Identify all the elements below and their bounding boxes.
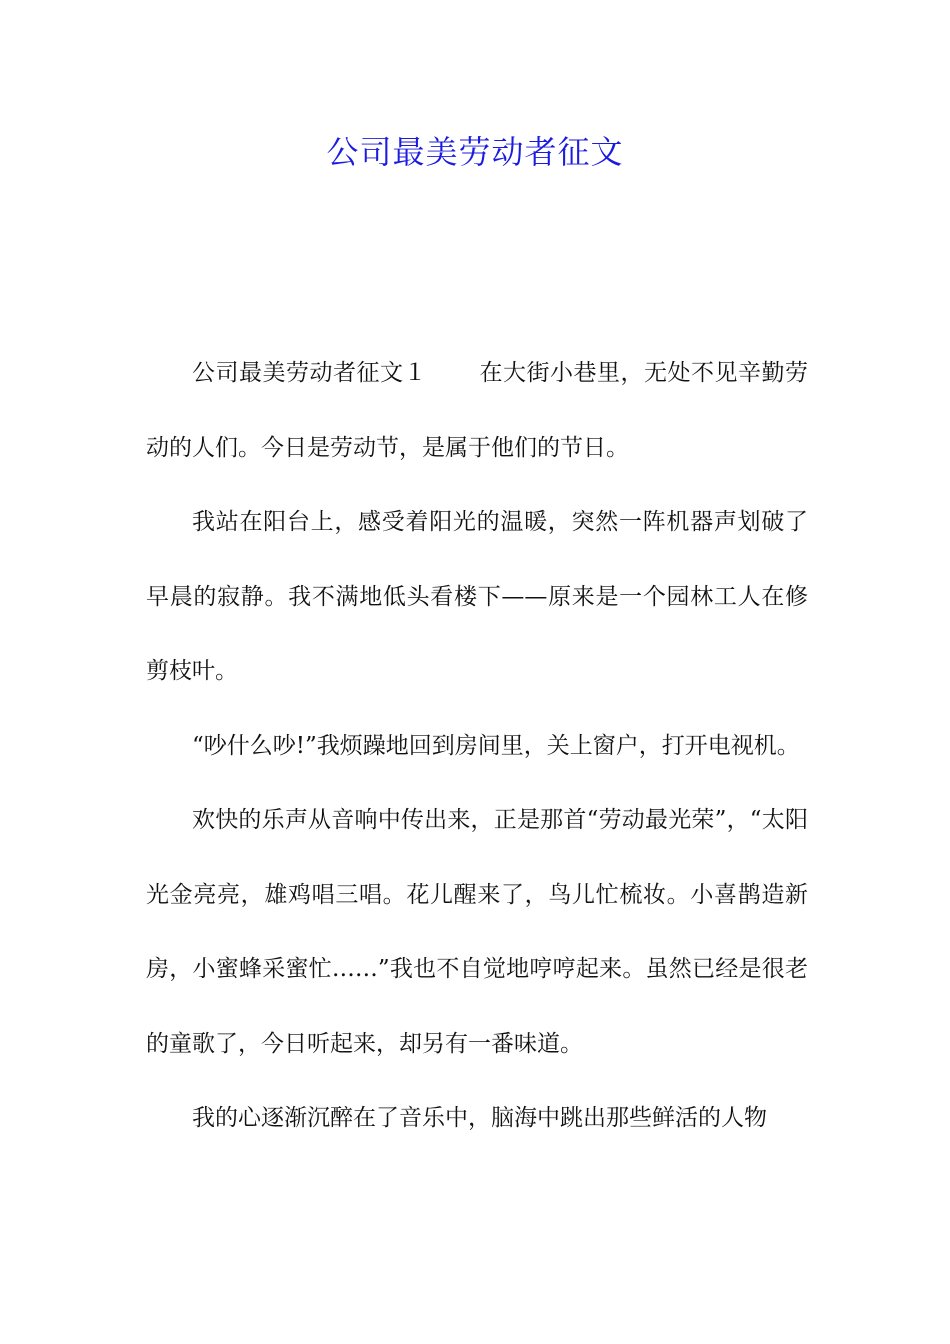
paragraph-2: 我站在阳台上，感受着阳光的温暖，突然一阵机器声划破了早晨的寂静。我不满地低头看楼下——原来是一个园林工人在修剪枝叶。: [146, 509, 808, 684]
inline-heading: 公司最美劳动者征文１: [192, 360, 427, 386]
document-body: [146, 336, 808, 1156]
paragraph-4: 欢快的乐声从音响中传出来，正是那首“劳动最光荣”，“太阳光金亮亮，雄鸡唱三唱。花儿醒来了，鸟儿忙梳妆。小喜鹊造新房，小蜜蜂采蜜忙……”我也不自觉地哼哼起来。虽然已经是很老的童歌了，今日听起来，却另有一番味道。: [146, 807, 808, 1057]
paragraph-3: “吵什么吵!”我烦躁地回到房间里，关上窗户，打开电视机。: [192, 732, 800, 759]
paragraph-5: 我的心逐渐沉醉在了音乐中，脑海中跳出那些鲜活的人物: [192, 1105, 767, 1131]
document-title: 公司最美劳动者征文: [326, 133, 624, 171]
paragraph-1-text: 在大街小巷里，无处不见辛勤劳动的人们。今日是劳动节，是属于他们的节日。: [146, 360, 808, 461]
paragraph-1: [146, 336, 808, 485]
